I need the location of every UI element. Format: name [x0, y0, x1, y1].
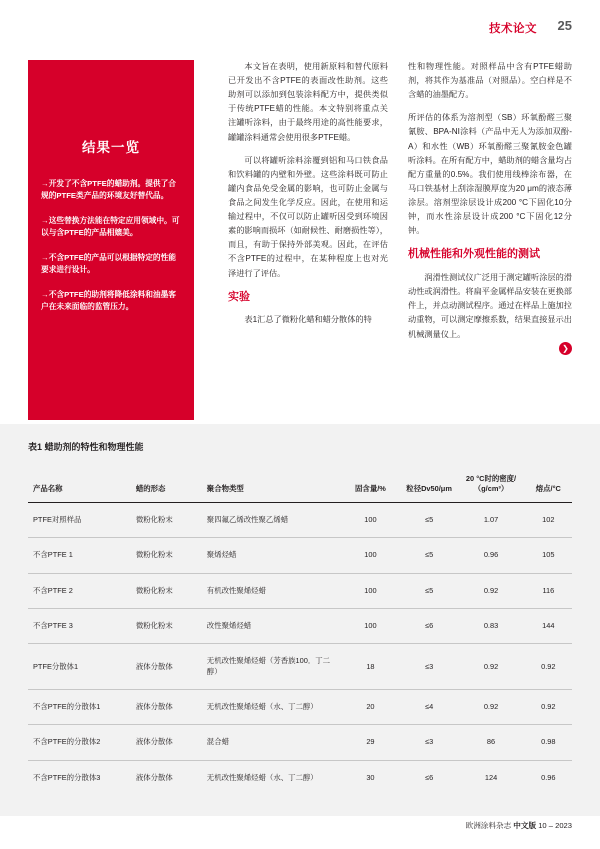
paragraph: 性和物理性能。对照样品中含有PTFE蜡助剂，将其作为基准品（对照品）。空白样是不含蜡的油墨配方。 — [408, 62, 572, 100]
cell-solid-content: 100 — [340, 538, 401, 573]
cell-density: 1.07 — [457, 502, 524, 537]
cell-product-name: PTFE对照样品 — [28, 502, 131, 537]
footer-edition: 中文版 — [513, 821, 537, 830]
cell-solid-content: 100 — [340, 609, 401, 644]
cell-melting-point: 105 — [525, 538, 572, 573]
column-header: 聚合物类型 — [202, 467, 340, 502]
cell-wax-form: 液体分散体 — [131, 690, 202, 725]
column-header: 熔点/°C — [525, 467, 572, 502]
list-item: →不含PTFE的助剂将降低涂料和油墨客户在未来面临的监管压力。 — [41, 289, 176, 312]
cell-product-name: PTFE分散体1 — [28, 644, 131, 690]
cell-polymer-type: 无机改性聚烯烃蜡（水、丁二醇） — [202, 690, 340, 725]
next-page-arrow-icon[interactable]: ❯ — [559, 342, 572, 355]
cell-solid-content: 30 — [366, 772, 375, 782]
footer-publication: 欧洲涂料杂志 — [465, 821, 512, 830]
cell-product-name: 不含PTFE的分散体2 — [28, 725, 131, 760]
cell-product-name: 不含PTFE的分散体1 — [28, 690, 131, 725]
body-column-3 — [408, 60, 572, 351]
cell-wax-form: 微粉化粉末 — [131, 573, 202, 608]
column-header: 固含量/% — [340, 467, 401, 502]
body-column-2 — [228, 60, 388, 337]
properties-table — [28, 467, 572, 795]
cell-particle-size: ≤5 — [401, 502, 458, 537]
cell-polymer-type: 无机改性聚烯烃蜡（水、丁二醇） — [206, 772, 318, 782]
cell-particle-size: ≤4 — [401, 690, 458, 725]
cell-melting-point: 0.92 — [525, 644, 572, 690]
cell-melting-point: 0.98 — [525, 725, 572, 760]
cell-density: 0.92 — [457, 573, 524, 608]
cell-density: 0.96 — [457, 538, 524, 573]
section-heading-testing: 机械性能和外观性能的测试 — [408, 248, 540, 261]
column-header: 蜡的形态 — [131, 467, 202, 502]
cell-product-name: 不含PTFE 2 — [28, 573, 131, 608]
cell-density: 0.92 — [457, 644, 524, 690]
table-row — [28, 760, 572, 795]
table-row — [28, 725, 572, 760]
cell-product-name: 不含PTFE 1 — [28, 538, 131, 573]
cell-particle-size: ≤3 — [401, 725, 458, 760]
table-row — [28, 644, 572, 690]
cell-polymer-type: 有机改性聚烯烃蜡 — [202, 573, 340, 608]
cell-density: 0.83 — [457, 609, 524, 644]
cell-melting-point: 0.96 — [541, 772, 556, 782]
results-summary-title: 结果一览 — [82, 140, 140, 155]
cell-wax-form: 液体分散体 — [131, 644, 202, 690]
paragraph: 润滑性测试仪广泛用于测定罐听涂层的滑动性或润滑性。将扁平金属样品安装在更换部件上，并点动测试程序。通过在样品上施加拉动重物，可以测定摩擦系数，结果直接显示出机械测量仪上。 — [408, 273, 572, 339]
table-row — [28, 502, 572, 537]
column-header: 20 °C时的密度/（g/cm³） — [457, 467, 524, 502]
column-header: 粒径Dv50/μm — [401, 467, 458, 502]
page-number: 25 — [557, 18, 572, 33]
cell-solid-content: 20 — [340, 690, 401, 725]
cell-wax-form: 液体分散体 — [135, 772, 173, 782]
cell-density: 86 — [457, 725, 524, 760]
cell-solid-content: 18 — [340, 644, 401, 690]
section-heading-experiment: 实验 — [228, 290, 250, 303]
header-section-title: 技术论文 — [489, 23, 537, 35]
results-summary-list — [41, 178, 181, 326]
cell-density: 124 — [484, 772, 498, 782]
cell-particle-size: ≤5 — [401, 573, 458, 608]
table-caption: 表1 蜡助剂的特性和物理性能 — [28, 442, 144, 452]
table-row — [28, 538, 572, 573]
cell-solid-content: 29 — [340, 725, 401, 760]
cell-melting-point: 102 — [525, 502, 572, 537]
table-section — [0, 424, 600, 816]
cell-polymer-type: 无机改性聚烯烃蜡（芳香族100．丁二醇） — [202, 644, 340, 690]
cell-wax-form: 微粉化粉末 — [131, 502, 202, 537]
cell-wax-form: 液体分散体 — [131, 725, 202, 760]
cell-melting-point: 144 — [525, 609, 572, 644]
paragraph: 可以将罐听涂料涂覆到铝和马口铁食品和饮料罐的内壁和外壁。这些涂料既可防止罐内食品免受金属的影响，也可防止金属与食品之间发生化学反应。因此，在使用和运输过程中，不仅可以防止罐听因受到环境因素的影响而损坏（如耐候性、耐磨损性等），而且，有助于保持外部美观。因此，在评估不含PTFE的过程中，在某种程度上也对光泽进行了评估。 — [228, 155, 388, 278]
paragraph: 表1汇总了微粉化蜡和蜡分散体的特 — [244, 315, 372, 325]
cell-particle-size: ≤6 — [425, 772, 434, 782]
cell-polymer-type: 改性聚烯烃蜡 — [202, 609, 340, 644]
list-item: →开发了不含PTFE的蜡助剂。提供了合规的PTFE类产品的环境友好替代品。 — [41, 179, 176, 201]
cell-polymer-type: 混合蜡 — [202, 725, 340, 760]
cell-particle-size: ≤3 — [401, 644, 458, 690]
table-row — [28, 573, 572, 608]
table-row — [28, 609, 572, 644]
cell-wax-form: 微粉化粉末 — [131, 609, 202, 644]
cell-particle-size: ≤6 — [401, 609, 458, 644]
cell-solid-content: 100 — [340, 502, 401, 537]
page-footer — [466, 820, 572, 831]
cell-polymer-type: 聚烯烃蜡 — [202, 538, 340, 573]
cell-solid-content: 100 — [340, 573, 401, 608]
list-item: →不含PTFE的产品可以根据特定的性能要求进行设计。 — [41, 252, 176, 275]
paragraph: 本文旨在表明，使用新原料和替代原料已开发出不含PTFE的表面改性助剂。这些助剂可以添加到包装涂料配方中，提供类似于传统PTFE蜡的性能。本文特别将重点关注罐听涂料，由于最终用途的高性能要求，罐罐涂料通常会使用很多PTFE蜡。 — [228, 62, 388, 142]
cell-product-name: 不含PTFE 3 — [28, 609, 131, 644]
table-row — [28, 690, 572, 725]
results-summary-box — [28, 60, 194, 420]
list-item: →这些替换方法能在特定应用领域中。可以与含PTFE的产品相媲美。 — [41, 215, 180, 238]
cell-melting-point: 116 — [525, 573, 572, 608]
column-header: 产品名称 — [28, 467, 131, 502]
cell-product-name: 不含PTFE的分散体3 — [33, 772, 101, 782]
table-header-row — [28, 467, 572, 502]
page-header — [0, 0, 600, 46]
cell-wax-form: 微粉化粉末 — [131, 538, 202, 573]
cell-polymer-type: 聚四氟乙烯改性聚乙烯蜡 — [202, 502, 340, 537]
paragraph: 所评估的体系为溶剂型（SB）环氧酚醛三聚氰胺、BPA-NI涂料（产品中无人为添加双酚-A）和水性（WB）环氧酚醛三聚氰胺金色罐听涂料。在所有配方中，蜡助剂的蜡含量均占配方重量的0.5%。我们使用线棒涂布器，在马口铁基材上刮涂湿膜厚度为20 μm的液态薄涂层。溶剂型涂层设计成200 °C下固化10分钟，而水性涂层设计成200 °C下固化12分钟。 — [408, 113, 572, 236]
cell-density: 0.92 — [457, 690, 524, 725]
footer-issue: 10 – 2023 — [538, 821, 572, 830]
cell-melting-point: 0.92 — [525, 690, 572, 725]
cell-particle-size: ≤5 — [401, 538, 458, 573]
